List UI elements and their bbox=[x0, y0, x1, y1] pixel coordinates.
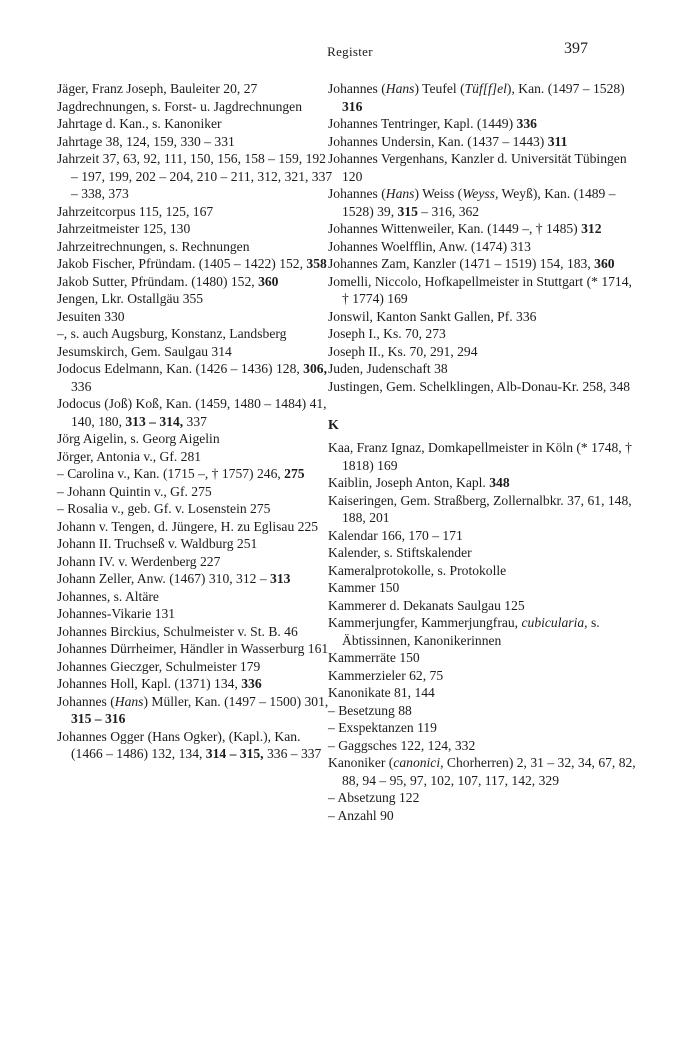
index-entry-segment: Kammerräte 150 bbox=[328, 650, 420, 665]
index-entry-segment: Kanonikate 81, 144 bbox=[328, 685, 435, 700]
index-entry-segment: 316 bbox=[342, 98, 363, 114]
index-entry-segment: Johannes Ogger (Hans Ogker), (Kapl.), Kan. (1466 – 1486) 132, 134, bbox=[57, 728, 301, 761]
index-entry-segment: Kalender, s. Stiftskalender bbox=[328, 545, 472, 560]
index-entry-segment: Johann v. Tengen, d. Jüngere, H. zu Eglisau 225 bbox=[57, 518, 319, 534]
index-entry bbox=[57, 395, 333, 430]
index-entry-segment: Jahrzeitrechnungen, s. Rechnungen bbox=[57, 238, 250, 254]
index-entry bbox=[328, 667, 638, 685]
index-entry bbox=[57, 360, 333, 395]
index-entry bbox=[328, 807, 638, 825]
index-entry bbox=[328, 273, 638, 308]
index-entry bbox=[328, 80, 638, 115]
index-entry bbox=[57, 728, 333, 763]
index-entry bbox=[328, 439, 638, 474]
index-entry-segment: Kaiblin, Joseph Anton, Kapl. bbox=[328, 475, 490, 490]
index-entry-segment: Jahrtage d. Kan., s. Kanoniker bbox=[57, 116, 222, 131]
left-column bbox=[57, 80, 333, 763]
index-entry bbox=[57, 80, 333, 98]
index-entry-segment: Johannes Undersin, Kan. (1437 – 1443) bbox=[328, 133, 548, 149]
index-entry-segment: Johannes Zam, Kanzler (1471 – 1519) 154, 183, bbox=[328, 256, 595, 271]
index-entry-segment: Justingen, Gem. Schelklingen, Alb-Donau-Kr. 258, 348 bbox=[328, 378, 631, 394]
index-entry-segment: ) Teufel ( bbox=[414, 81, 465, 96]
index-entry-segment: 314 – 315, bbox=[205, 746, 264, 761]
index-entry bbox=[57, 623, 333, 641]
index-entry bbox=[328, 343, 638, 361]
index-entry bbox=[328, 527, 638, 545]
index-entry-segment: – 316, 362 bbox=[417, 203, 480, 219]
index-entry-segment: 348 bbox=[489, 475, 510, 490]
index-entry bbox=[328, 684, 638, 702]
index-entry-segment: 336 bbox=[241, 676, 262, 691]
index-entry bbox=[328, 579, 638, 597]
index-entry-segment: Johann Zeller, Anw. (1467) 310, 312 – bbox=[57, 571, 271, 586]
index-entry-segment: Joseph I., Ks. 70, 273 bbox=[328, 326, 446, 341]
page-number: 397 bbox=[564, 40, 588, 57]
index-entry-segment: Jodocus Edelmann, Kan. (1426 – 1436) 128, bbox=[57, 361, 304, 376]
index-entry-segment: Jörg Aigelin, s. Georg Aigelin bbox=[57, 431, 220, 446]
index-entry-segment: 315 – 316 bbox=[71, 711, 126, 726]
index-entry bbox=[57, 150, 333, 203]
index-entry-segment: Johannes Wittenweiler, Kan. (1449 –, † 1485) bbox=[328, 221, 582, 236]
index-entry-segment: Juden, Judenschaft 38 bbox=[328, 361, 448, 376]
index-entry bbox=[328, 614, 638, 649]
index-entry-segment: 336 – 337 bbox=[263, 746, 322, 761]
index-entry-segment: Johannes-Vikarie 131 bbox=[57, 606, 176, 621]
index-entry-segment: Johannes Vergenhans, Kanzler d. Universität Tübingen 120 bbox=[328, 151, 627, 184]
index-entry bbox=[328, 702, 638, 720]
index-entry-segment: Jahrzeit 37, 63, 92, 111, 150, 156, 158 – 159, 192 – 197, 199, 202 – 204, 210 – 211, 312, 321, 337 – 338, 373 bbox=[57, 151, 333, 201]
index-entry-segment: Weyss, bbox=[462, 186, 499, 201]
index-entry-segment: Kalendar 166, 170 – 171 bbox=[328, 527, 463, 543]
index-entry-segment: ) Müller, Kan. (1497 – 1500) 301, bbox=[143, 693, 329, 709]
index-entries-left bbox=[57, 80, 333, 763]
index-entry-segment: –, s. auch Augsburg, Konstanz, Landsberg bbox=[57, 326, 287, 341]
index-entry-segment: 312 bbox=[581, 221, 602, 236]
index-entry-segment: Johannes Dürrheimer, Händler in Wasserburg 161 bbox=[57, 641, 329, 656]
index-entry-segment: – Carolina v., Kan. (1715 –, † 1757) 246, bbox=[57, 466, 285, 481]
index-entry bbox=[57, 255, 333, 273]
index-entry bbox=[57, 98, 333, 116]
index-entry bbox=[328, 360, 638, 378]
index-entry-segment: ), Kan. (1497 – 1528) bbox=[506, 81, 625, 96]
index-entry-segment: Jakob Sutter, Pfründam. (1480) 152, bbox=[57, 273, 259, 289]
index-entry-segment: Johann II. Truchseß v. Waldburg 251 bbox=[57, 536, 258, 551]
index-entry bbox=[57, 203, 333, 221]
index-entry-segment: 315 bbox=[397, 203, 418, 219]
index-entry bbox=[328, 597, 638, 615]
index-entry bbox=[57, 553, 333, 571]
index-entry-segment: Kammerjungfer, Kammerjungfrau, bbox=[328, 615, 522, 630]
index-entry-segment: Kanoniker ( bbox=[328, 755, 394, 770]
index-entry bbox=[328, 737, 638, 755]
index-entry-segment: Johannes Gieczger, Schulmeister 179 bbox=[57, 658, 261, 674]
index-entry-segment: 313 – 314, bbox=[125, 413, 184, 429]
index-entry bbox=[328, 325, 638, 343]
index-entry bbox=[57, 658, 333, 676]
index-entry-segment: Jesuiten 330 bbox=[57, 308, 125, 324]
index-entry-segment: Jengen, Lkr. Ostallgäu 355 bbox=[57, 291, 204, 306]
index-entry bbox=[328, 649, 638, 667]
index-entry-segment: Kammerer d. Dekanats Saulgau 125 bbox=[328, 597, 525, 613]
index-entry-segment: Johannes, s. Altäre bbox=[57, 588, 159, 604]
index-entry-segment: Jesumskirch, Gem. Saulgau 314 bbox=[57, 343, 232, 359]
index-entry-segment: Johannes ( bbox=[57, 693, 115, 709]
index-entry bbox=[57, 588, 333, 606]
index-entry-segment: Johannes Holl, Kapl. (1371) 134, bbox=[57, 676, 242, 691]
index-entry-segment: canonici, bbox=[393, 755, 444, 770]
index-entry bbox=[328, 238, 638, 256]
index-entry-segment: 360 bbox=[594, 256, 615, 271]
index-entry-segment: Chorherren) 2, 31 – 32, 34, 67, 82, 88, 94 – 95, 97, 102, 107, 117, 142, 329 bbox=[342, 755, 636, 788]
index-entry bbox=[328, 474, 638, 492]
right-column bbox=[328, 80, 638, 824]
index-entry bbox=[328, 255, 638, 273]
index-entry-segment: Weyß), Kan. (1489 – 1528) 39, bbox=[342, 186, 616, 219]
index-entry-segment: Kameralprotokolle, s. Protokolle bbox=[328, 562, 507, 578]
index-entry-segment: Hans bbox=[385, 81, 415, 96]
index-entry bbox=[328, 150, 638, 185]
index-entry bbox=[57, 640, 333, 658]
index-entry bbox=[328, 133, 638, 151]
index-entry bbox=[328, 220, 638, 238]
index-entry-segment: Jakob Fischer, Pfründam. (1405 – 1422) 152, bbox=[57, 256, 307, 271]
index-entry-segment: Joseph II., Ks. 70, 291, 294 bbox=[328, 343, 478, 359]
index-entry bbox=[57, 570, 333, 588]
index-entry-segment: Jörger, Antonia v., Gf. 281 bbox=[57, 448, 202, 464]
index-entry-segment: Kaa, Franz Ignaz, Domkapellmeister in Köln (* 1748, † 1818) 169 bbox=[328, 440, 632, 473]
index-entry-segment: Johannes ( bbox=[328, 81, 386, 96]
index-entry-segment: Jomelli, Niccolo, Hofkapellmeister in Stuttgart (* 1714, † 1774) 169 bbox=[328, 273, 632, 306]
index-entries-right-k bbox=[328, 439, 638, 824]
index-entry-segment: Jäger, Franz Joseph, Bauleiter 20, 27 bbox=[57, 81, 258, 96]
index-entry-segment: Johannes Tentringer, Kapl. (1449) bbox=[328, 116, 517, 131]
index-entry-segment: Kammerzieler 62, 75 bbox=[328, 667, 444, 683]
index-entry bbox=[57, 430, 333, 448]
index-entry-segment: Johannes Birckius, Schulmeister v. St. B. 46 bbox=[57, 623, 298, 639]
index-entry-segment: cubicularia, bbox=[521, 615, 588, 630]
index-entry bbox=[57, 675, 333, 693]
index-entry-segment: 337 bbox=[183, 413, 207, 429]
index-entry-segment: 311 bbox=[547, 133, 568, 149]
index-entry-segment: Johannes Woelfflin, Anw. (1474) 313 bbox=[328, 238, 531, 254]
index-entry-segment: Jodocus (Joß) Koß, Kan. (1459, 1480 – 1484) 41, 140, 180, bbox=[57, 396, 327, 429]
index-entry-segment: – Absetzung 122 bbox=[328, 790, 420, 805]
index-entry-segment: 336 bbox=[71, 378, 92, 394]
index-entry bbox=[57, 500, 333, 518]
index-entry-segment: Johann IV. v. Werdenberg 227 bbox=[57, 553, 221, 569]
index-entry-segment: Jahrtage 38, 124, 159, 330 – 331 bbox=[57, 133, 235, 149]
index-entry bbox=[328, 308, 638, 326]
running-head: Register bbox=[327, 44, 373, 59]
index-entry bbox=[328, 789, 638, 807]
index-entry-segment: – Exspektanzen 119 bbox=[328, 720, 437, 735]
index-entry bbox=[57, 483, 333, 501]
index-entry-segment: s. Äbtissinnen, Kanonikerinnen bbox=[342, 615, 600, 648]
index-entry bbox=[328, 378, 638, 396]
index-entry bbox=[57, 605, 333, 623]
index-entry-segment: – Rosalia v., geb. Gf. v. Losenstein 275 bbox=[57, 501, 271, 516]
index-entry-segment: 360 bbox=[258, 273, 279, 289]
index-entry-segment: Jahrzeitmeister 125, 130 bbox=[57, 221, 191, 236]
index-entry bbox=[57, 308, 333, 326]
index-entry bbox=[57, 290, 333, 308]
index-entry-segment: Kammer 150 bbox=[328, 580, 400, 595]
index-entry bbox=[57, 535, 333, 553]
index-entry bbox=[328, 562, 638, 580]
index-entry bbox=[328, 544, 638, 562]
index-entry-segment: Jonswil, Kanton Sankt Gallen, Pf. 336 bbox=[328, 308, 537, 324]
index-entry bbox=[57, 133, 333, 151]
index-entry bbox=[328, 115, 638, 133]
index-entry-segment: 306, bbox=[303, 361, 327, 376]
index-entry bbox=[328, 754, 638, 789]
index-entry bbox=[57, 448, 333, 466]
index-entry-segment: – Anzahl 90 bbox=[328, 807, 394, 823]
index-entry bbox=[57, 325, 333, 343]
index-entry-segment: 313 bbox=[270, 571, 291, 586]
index-entry bbox=[57, 343, 333, 361]
index-entry-segment: Hans bbox=[114, 693, 144, 709]
index-entry bbox=[57, 465, 333, 483]
index-entry-segment: 275 bbox=[284, 466, 305, 481]
index-entry-segment: Jahrzeitcorpus 115, 125, 167 bbox=[57, 203, 214, 219]
index-entry bbox=[328, 185, 638, 220]
index-entry bbox=[57, 518, 333, 536]
index-entries-right-j bbox=[328, 80, 638, 395]
index-entry-segment: – Besetzung 88 bbox=[328, 702, 412, 718]
index-entry bbox=[57, 273, 333, 291]
index-entry-segment: Hans bbox=[385, 186, 415, 201]
index-entry-segment: Kaiseringen, Gem. Straßberg, Zollernalbkr. 37, 61, 148, 188, 201 bbox=[328, 492, 632, 525]
index-entry bbox=[57, 238, 333, 256]
index-entry bbox=[328, 492, 638, 527]
index-entry bbox=[57, 115, 333, 133]
index-entry-segment: 358 bbox=[306, 256, 327, 271]
index-entry-segment: Tüf[f]el bbox=[464, 81, 507, 96]
index-entry bbox=[328, 719, 638, 737]
section-letter-heading: K bbox=[328, 418, 339, 433]
index-entry-segment: 336 bbox=[516, 116, 537, 131]
index-entry-segment: ) Weiss ( bbox=[414, 186, 463, 201]
index-entry bbox=[57, 693, 333, 728]
index-entry bbox=[57, 220, 333, 238]
index-entry-segment: Jagdrechnungen, s. Forst- u. Jagdrechnungen bbox=[57, 98, 303, 114]
index-entry-segment: – Gaggsches 122, 124, 332 bbox=[328, 737, 476, 753]
index-entry-segment: Johannes ( bbox=[328, 186, 386, 201]
index-entry-segment: – Johann Quintin v., Gf. 275 bbox=[57, 483, 212, 499]
